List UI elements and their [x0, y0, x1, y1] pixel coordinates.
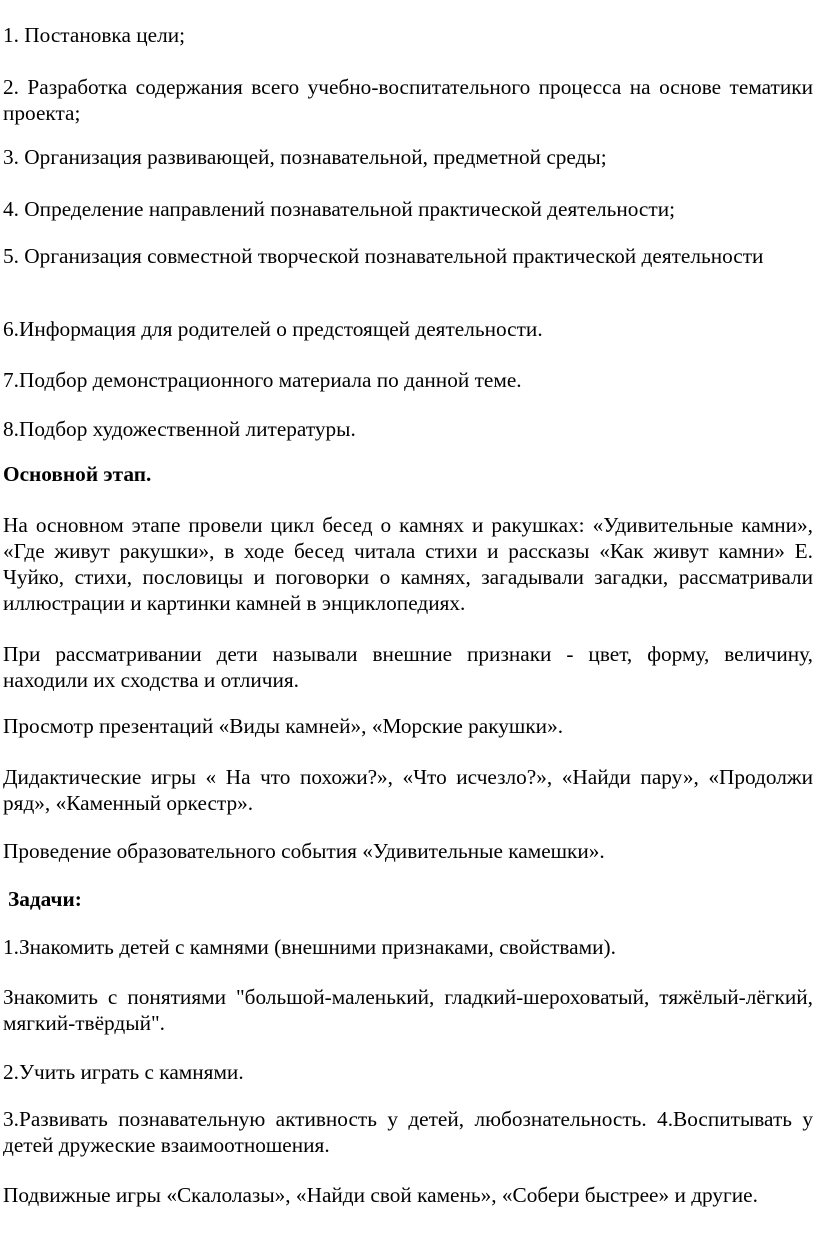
list-item-content-development: 2. Разработка содержания всего учебно-воспитательного процесса на основе тематики проекта;: [3, 75, 813, 125]
tasks-heading: Задачи:: [8, 887, 82, 911]
list-item-goal: 1. Постановка цели;: [3, 23, 186, 47]
list-item-joint-activity: 5. Организация совместной творческой познавательной практической деятельности: [3, 244, 764, 268]
task-play-with-stones: 2.Учить играть с камнями.: [3, 1060, 244, 1084]
outdoor-games-paragraph: Подвижные игры «Скалолазы», «Найди свой камень», «Собери быстрее» и другие.: [3, 1183, 758, 1207]
list-item-environment: 3. Организация развивающей, познавательной, предметной среды;: [3, 145, 607, 169]
list-item-literature: 8.Подбор художественной литературы.: [3, 417, 356, 441]
main-stage-paragraph-didactic-games: Дидактические игры « На что похожи?», «Что исчезло?», «Найди пару», «Продолжи ряд», «Каменный оркестр».: [3, 765, 813, 815]
main-stage-paragraph-presentations: Просмотр презентаций «Виды камней», «Морские ракушки».: [3, 714, 564, 738]
list-item-demo-material: 7.Подбор демонстрационного материала по данной теме.: [3, 368, 522, 392]
task-acquaint-stones: 1.Знакомить детей с камнями (внешними признаками, свойствами).: [3, 935, 616, 959]
task-concepts: Знакомить с понятиями "большой-маленький, гладкий-шероховатый, тяжёлый-лёгкий, мягкий-твёрдый".: [3, 985, 813, 1035]
main-stage-paragraph-conversations: На основном этапе провели цикл бесед о камнях и ракушках: «Удивительные камни», «Где живут ракушки», в ходе бесед читала стихи и рассказы «Как живут камни» Е. Чуйко, стихи, пословицы и поговорки о камнях, загадывали загадки, рассматривали иллюстрации и картинки камней в энциклопедиях.: [3, 513, 813, 615]
main-stage-paragraph-observation: При рассматривании дети называли внешние признаки - цвет, форму, величину, находили их сходства и отличия.: [3, 642, 813, 692]
main-stage-heading: Основной этап.: [3, 462, 152, 486]
task-cognitive-activity: 3.Развивать познавательную активность у детей, любознательность. 4.Воспитывать у детей дружеские взаимоотношения.: [3, 1107, 813, 1157]
list-item-parents-info: 6.Информация для родителей о предстоящей деятельности.: [3, 317, 543, 341]
list-item-directions: 4. Определение направлений познавательной практической деятельности;: [3, 197, 676, 221]
main-stage-paragraph-event: Проведение образовательного события «Удивительные камешки».: [3, 839, 605, 863]
